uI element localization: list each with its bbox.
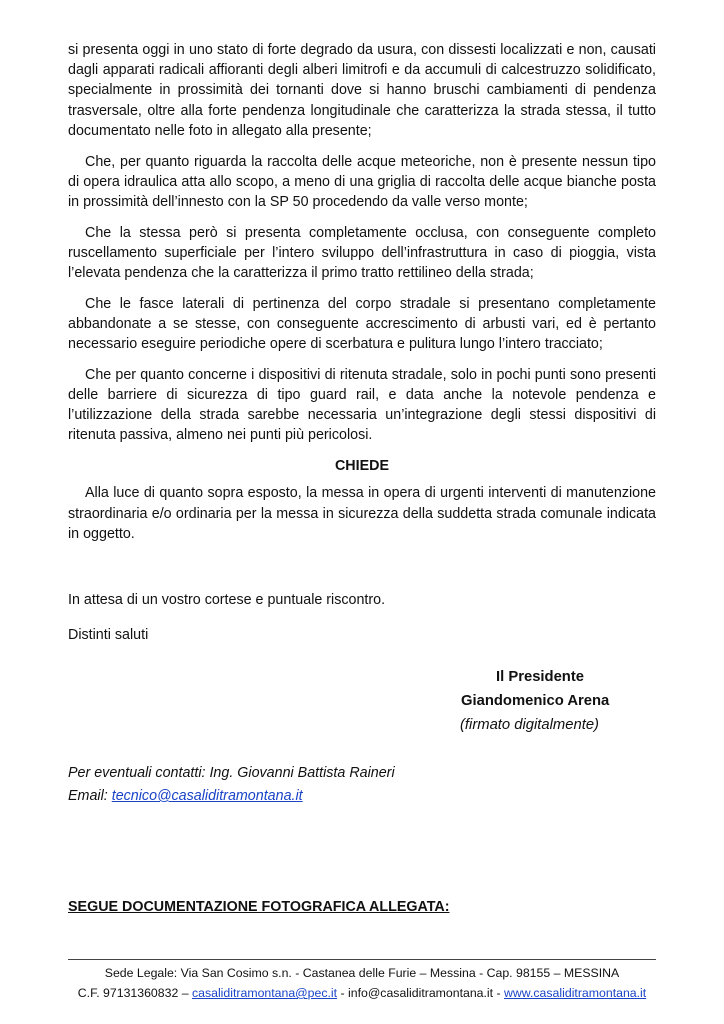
- attachments-heading: SEGUE DOCUMENTAZIONE FOTOGRAFICA ALLEGATA:: [68, 899, 450, 915]
- body-paragraph-5: Che per quanto concerne i dispositivi di ritenuta stradale, solo in pochi punti sono presenti delle barriere di sicurezza di tipo guard rail, e data anche la notevole pendenza e l’utilizzazione della strada sarebbe necessaria un’integrazione degli stessi dispositivi di ritenuta passiva, almeno nei punti più pericolosi.: [68, 366, 656, 444]
- signature-note: (firmato digitalmente): [460, 717, 599, 733]
- closing-attesa: In attesa di un vostro cortese e puntuale riscontro.: [68, 592, 386, 608]
- body-paragraph-2: Che, per quanto riguarda la raccolta delle acque meteoriche, non è presente nessun tipo di opera idraulica atta allo scopo, a meno di una griglia di raccolta delle acque bianche posta in prossimità dell’innesto con la SP 50 procedendo da valle verso monte;: [68, 153, 656, 210]
- footer-contacts: [40, 984, 684, 1002]
- footer-info: - info@casaliditramontana.it -: [340, 986, 501, 1000]
- contacts-email-row: [68, 785, 395, 808]
- footer-pec-link[interactable]: casaliditramontana@pec.it: [191, 986, 338, 1000]
- footer-website-link[interactable]: www.casaliditramontana.it: [504, 986, 647, 1000]
- footer-cf: C.F. 97131360832 –: [77, 986, 189, 1000]
- chiede-paragraph: Alla luce di quanto sopra esposto, la messa in opera di urgenti interventi di manutenzione straordinaria e/o ordinaria per la messa in sicurezza della suddetta strada comunale indicata in oggetto.: [68, 485, 656, 542]
- chiede-heading: CHIEDE: [334, 458, 390, 475]
- closing-saluti: Distinti saluti: [68, 627, 149, 643]
- contacts-email-link[interactable]: tecnico@casaliditramontana.it: [111, 788, 303, 804]
- body-paragraph-1: si presenta oggi in uno stato di forte degrado da usura, con dissesti localizzati e non, causati dagli apparati radicali affioranti degli alberi limitrofi e da accumuli di calcestruzzo solidificato, specialmente in prossimità dei tornanti dove si hanno bruschi cambiamenti di pendenza trasversale, oltre alla forte pendenza longitudinale che caratterizza la strada stessa, il tutto documentato nelle foto in allegato alla presente;: [68, 42, 656, 139]
- contacts-person: Per eventuali contatti: Ing. Giovanni Battista Raineri: [68, 765, 395, 781]
- contacts-block: [68, 762, 395, 808]
- body-paragraph-3: Che la stessa però si presenta completamente occlusa, con conseguente completo ruscellamento superficiale per l’intero sviluppo dell’infrastruttura in caso di pioggia, vista l’elevata pendenza che la caratterizza il primo tratto rettilineo della strada;: [68, 224, 656, 282]
- body-paragraph-4: Che le fasce laterali di pertinenza del corpo stradale si presentano completamente abbandonate a se stesse, con conseguente accrescimento di arbusti vari, ed è pertanto necessario eseguire periodiche opere di scerbatura e pulitura lungo l’intero tracciato;: [68, 295, 656, 353]
- signature-name: Giandomenico Arena: [461, 693, 610, 709]
- footer-divider: [68, 959, 656, 960]
- footer-address: Sede Legale: Via San Cosimo s.n. - Castanea delle Furie – Messina - Cap. 98155 – MESSINA: [104, 966, 620, 980]
- contacts-email-label: Email:: [68, 788, 108, 804]
- document-body: [68, 40, 656, 554]
- signature-title: Il Presidente: [496, 669, 584, 685]
